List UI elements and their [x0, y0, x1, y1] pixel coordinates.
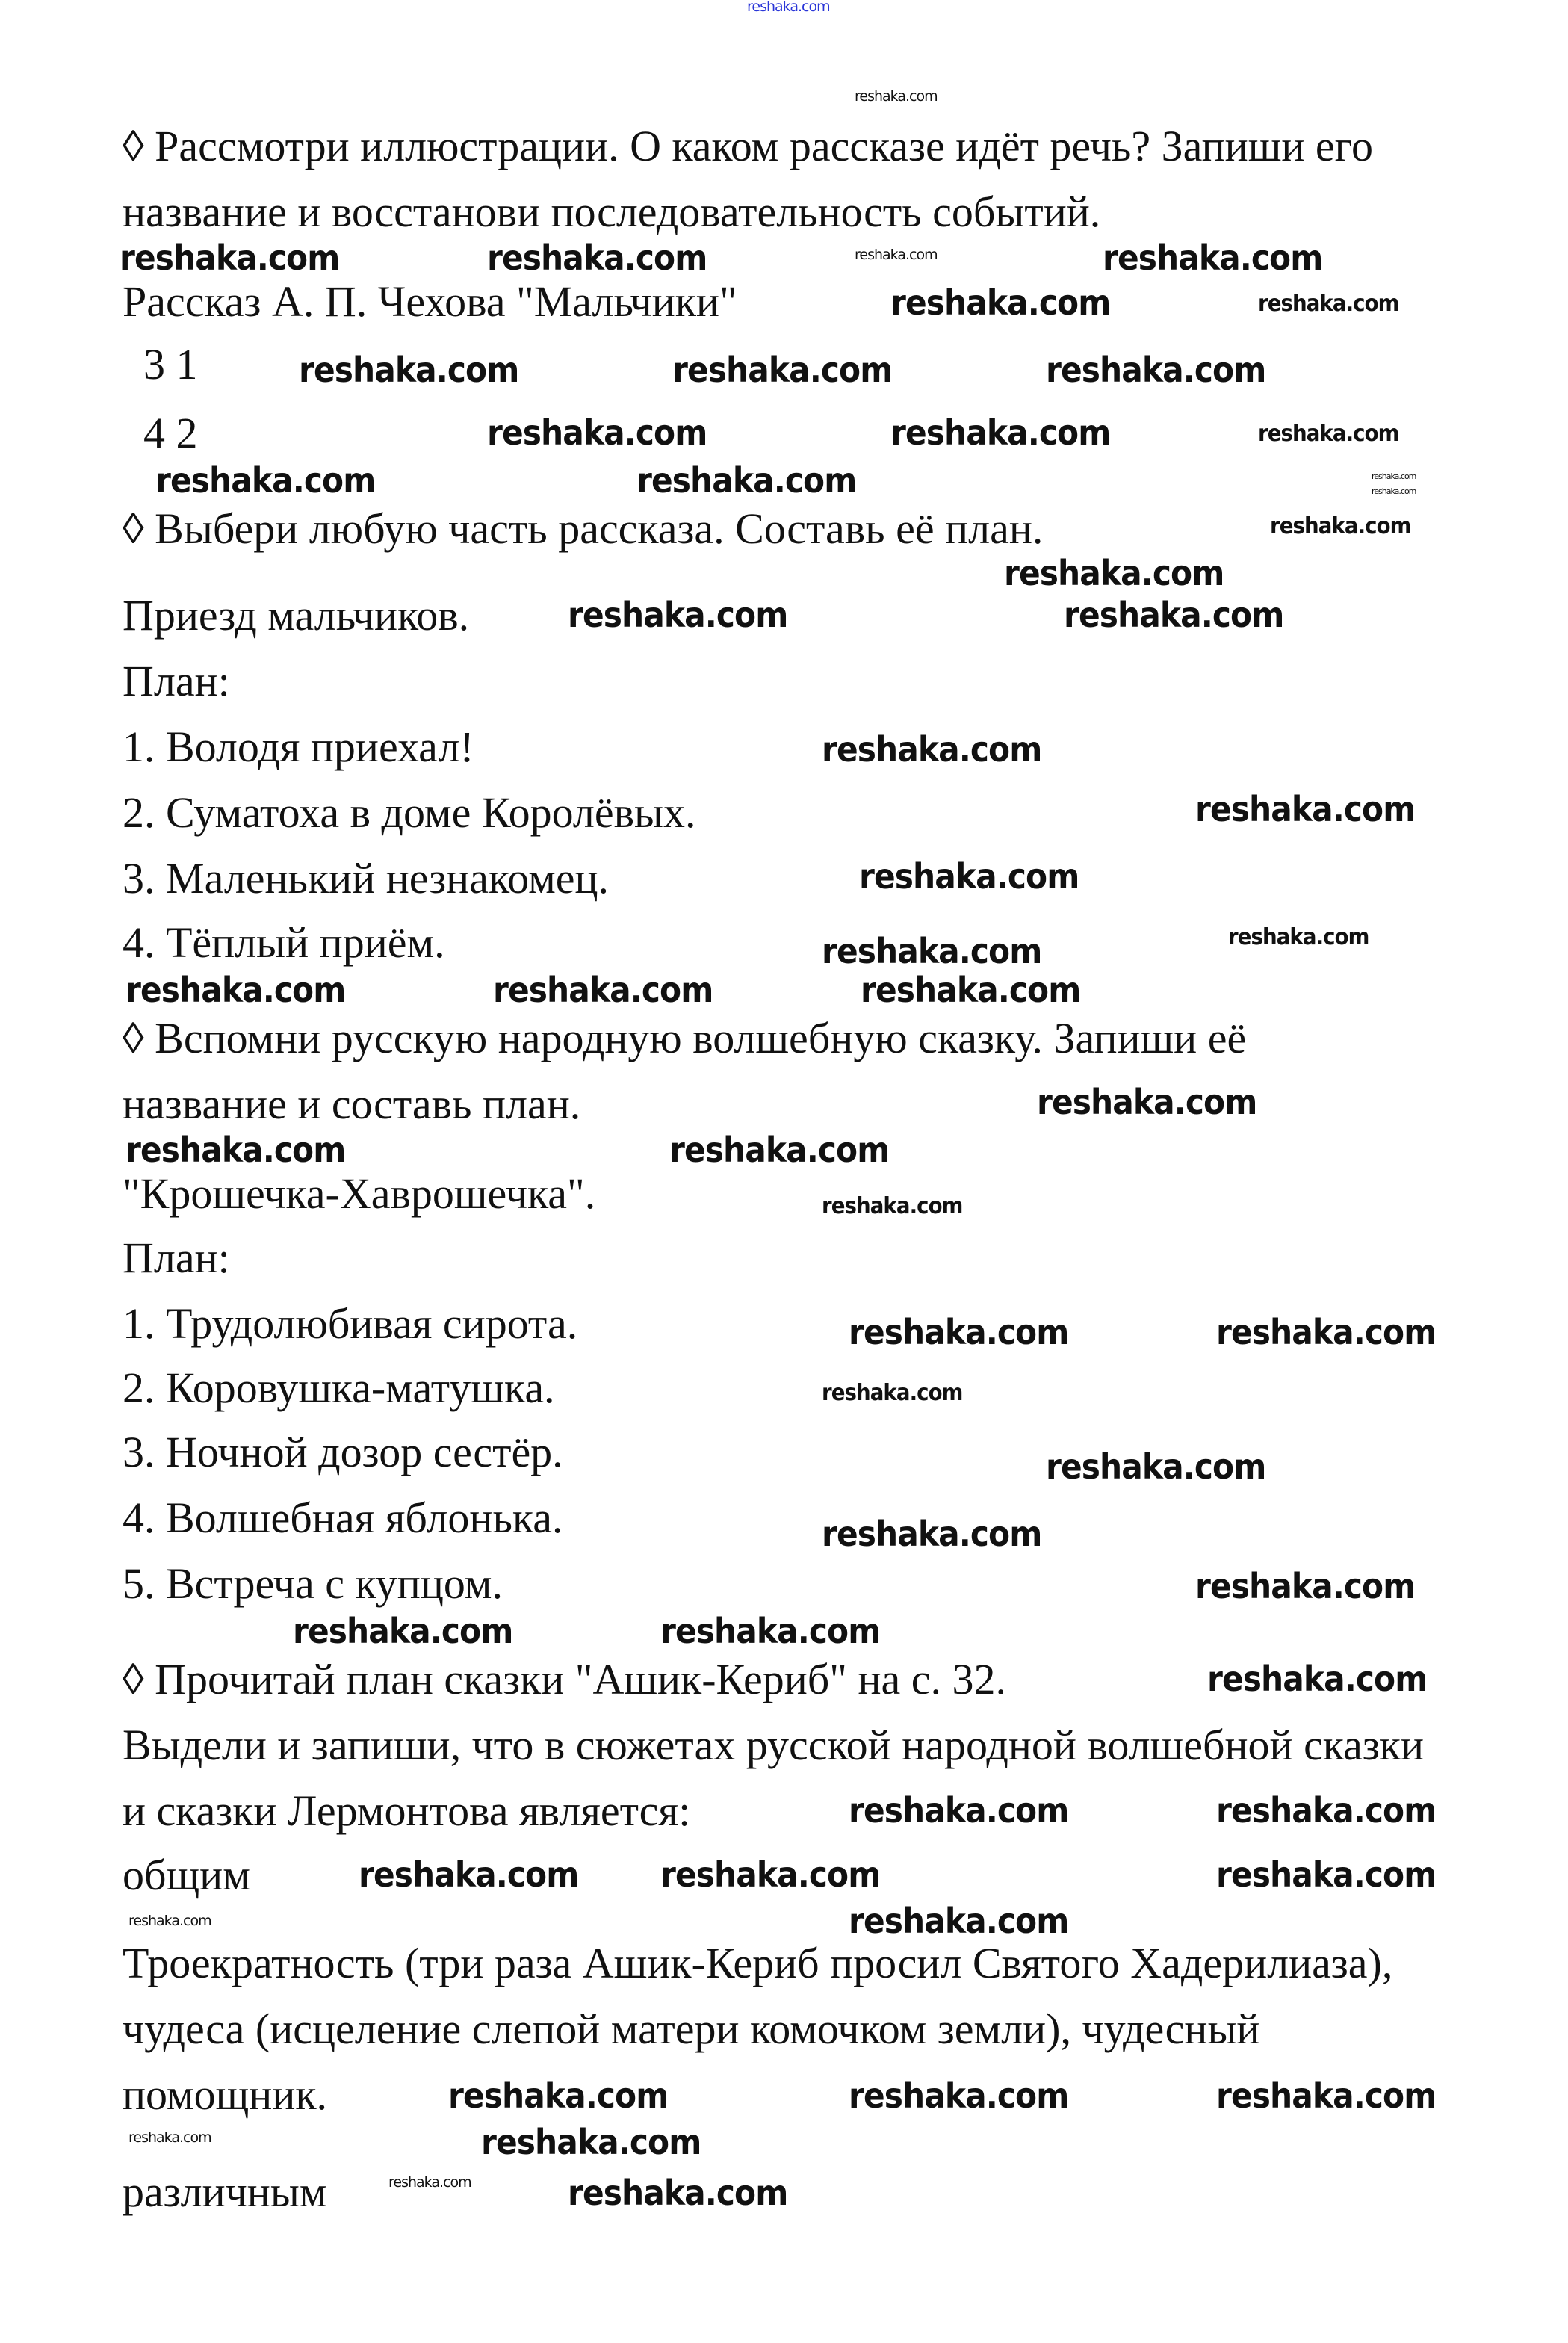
watermark: reshaka.com — [669, 1130, 890, 1170]
watermark: reshaka.com — [155, 460, 376, 501]
watermark: reshaka.com — [849, 1790, 1069, 1830]
watermark: reshaka.com — [1195, 1566, 1416, 1606]
watermark: reshaka.com — [1216, 1790, 1437, 1830]
watermark: reshaka.com — [120, 238, 340, 278]
watermark: reshaka.com — [568, 2173, 788, 2213]
watermark: reshaka.com — [849, 2076, 1069, 2116]
watermark: reshaka.com — [1037, 1082, 1257, 1122]
watermark: reshaka.com — [493, 970, 713, 1010]
task1-order-row1: 3 1 — [143, 340, 198, 389]
watermark: reshaka.com — [747, 0, 830, 15]
watermark: reshaka.com — [822, 1514, 1042, 1554]
task3-plan-item: 5. Встреча с купцом. — [123, 1559, 503, 1608]
watermark: reshaka.com — [128, 2129, 211, 2146]
watermark: reshaka.com — [388, 2174, 471, 2191]
watermark: reshaka.com — [1103, 238, 1323, 278]
task2-plan-item: 1. Володя приехал! — [123, 722, 474, 771]
watermark: reshaka.com — [672, 350, 893, 390]
task4-common-line3: помощник. — [123, 2070, 328, 2119]
watermark: reshaka.com — [125, 970, 346, 1010]
task3-plan-label: План: — [123, 1234, 230, 1282]
watermark: reshaka.com — [481, 2122, 701, 2162]
watermark: reshaka.com — [1216, 2076, 1437, 2116]
watermark: reshaka.com — [822, 1193, 963, 1219]
task2-plan-label: План: — [123, 657, 230, 705]
watermark: reshaka.com — [859, 856, 1079, 897]
watermark: reshaka.com — [1216, 1312, 1437, 1352]
watermark: reshaka.com — [1207, 1659, 1428, 1699]
watermark: reshaka.com — [487, 238, 707, 278]
task3-plan-item: 1. Трудолюбивая сирота. — [123, 1299, 578, 1348]
watermark: reshaka.com — [660, 1854, 881, 1895]
task4-common-label: общим — [123, 1851, 250, 1899]
watermark: reshaka.com — [855, 88, 938, 105]
task2-plan-item: 2. Суматоха в доме Королёвых. — [123, 788, 696, 837]
task4-common-line2: чудеса (исцеление слепой матери комочком земли), чудесный — [123, 2005, 1260, 2053]
watermark: reshaka.com — [293, 1611, 513, 1651]
watermark: reshaka.com — [855, 247, 938, 263]
task4-prompt-line1: ◊ Прочитай план сказки "Ашик-Кериб" на с. 32. — [123, 1655, 1006, 1703]
watermark: reshaka.com — [822, 1380, 963, 1406]
watermark: reshaka.com — [861, 970, 1081, 1010]
task4-different-label: различным — [123, 2167, 327, 2216]
watermark: reshaka.com — [660, 1611, 881, 1651]
task3-plan-item: 2. Коровушка-матушка. — [123, 1364, 555, 1412]
watermark: reshaka.com — [299, 350, 519, 390]
watermark: reshaka.com — [1004, 553, 1224, 593]
watermark: reshaka.com — [1064, 595, 1284, 635]
watermark: reshaka.com — [359, 1854, 579, 1895]
watermark: reshaka.com — [568, 595, 788, 635]
task3-prompt-line1: ◊ Вспомни русскую народную волшебную сказку. Запиши её — [123, 1014, 1247, 1062]
watermark: reshaka.com — [1372, 471, 1416, 481]
task1-prompt-line2: название и восстанови последовательность событий. — [123, 188, 1101, 236]
task4-prompt-line3: и сказки Лермонтова является: — [123, 1786, 691, 1835]
watermark: reshaka.com — [128, 1913, 211, 1929]
watermark: reshaka.com — [849, 1901, 1069, 1941]
watermark: reshaka.com — [1216, 1854, 1437, 1895]
task1-prompt-line1: ◊ Рассмотри иллюстрации. О каком рассказе идёт речь? Запиши его — [123, 122, 1373, 170]
task2-plan-item: 3. Маленький незнакомец. — [123, 854, 610, 903]
watermark: reshaka.com — [448, 2076, 669, 2116]
watermark: reshaka.com — [1228, 924, 1369, 950]
task3-title: "Крошечка-Хаврошечка". — [123, 1169, 596, 1218]
task1-answer: Рассказ А. П. Чехова "Мальчики" — [123, 277, 737, 326]
task3-plan-item: 3. Ночной дозор сестёр. — [123, 1428, 563, 1476]
watermark: reshaka.com — [487, 412, 707, 453]
task3-prompt-line2: название и составь план. — [123, 1080, 581, 1128]
watermark: reshaka.com — [890, 412, 1111, 453]
task4-common-line1: Троекратность (три раза Ашик-Кериб просил Святого Хадерилиаза), — [123, 1939, 1393, 1987]
watermark: reshaka.com — [125, 1130, 346, 1170]
task3-plan-item: 4. Волшебная яблонька. — [123, 1494, 563, 1542]
task2-prompt: ◊ Выбери любую часть рассказа. Составь её план. — [123, 504, 1044, 553]
watermark: reshaka.com — [1046, 350, 1266, 390]
watermark: reshaka.com — [1270, 513, 1411, 539]
watermark: reshaka.com — [1372, 486, 1416, 496]
watermark: reshaka.com — [822, 729, 1042, 770]
task4-prompt-line2: Выдели и запиши, что в сюжетах русской народной волшебной сказки — [123, 1721, 1424, 1769]
watermark: reshaka.com — [1258, 421, 1399, 447]
task2-plan-item: 4. Тёплый приём. — [123, 918, 445, 967]
watermark: reshaka.com — [1195, 789, 1416, 829]
watermark: reshaka.com — [890, 282, 1111, 323]
task1-order-row2: 4 2 — [143, 409, 198, 457]
watermark: reshaka.com — [822, 931, 1042, 971]
watermark: reshaka.com — [636, 460, 857, 501]
watermark: reshaka.com — [1258, 291, 1399, 317]
task2-part: Приезд мальчиков. — [123, 591, 470, 640]
watermark: reshaka.com — [849, 1312, 1069, 1352]
watermark: reshaka.com — [1046, 1446, 1266, 1487]
